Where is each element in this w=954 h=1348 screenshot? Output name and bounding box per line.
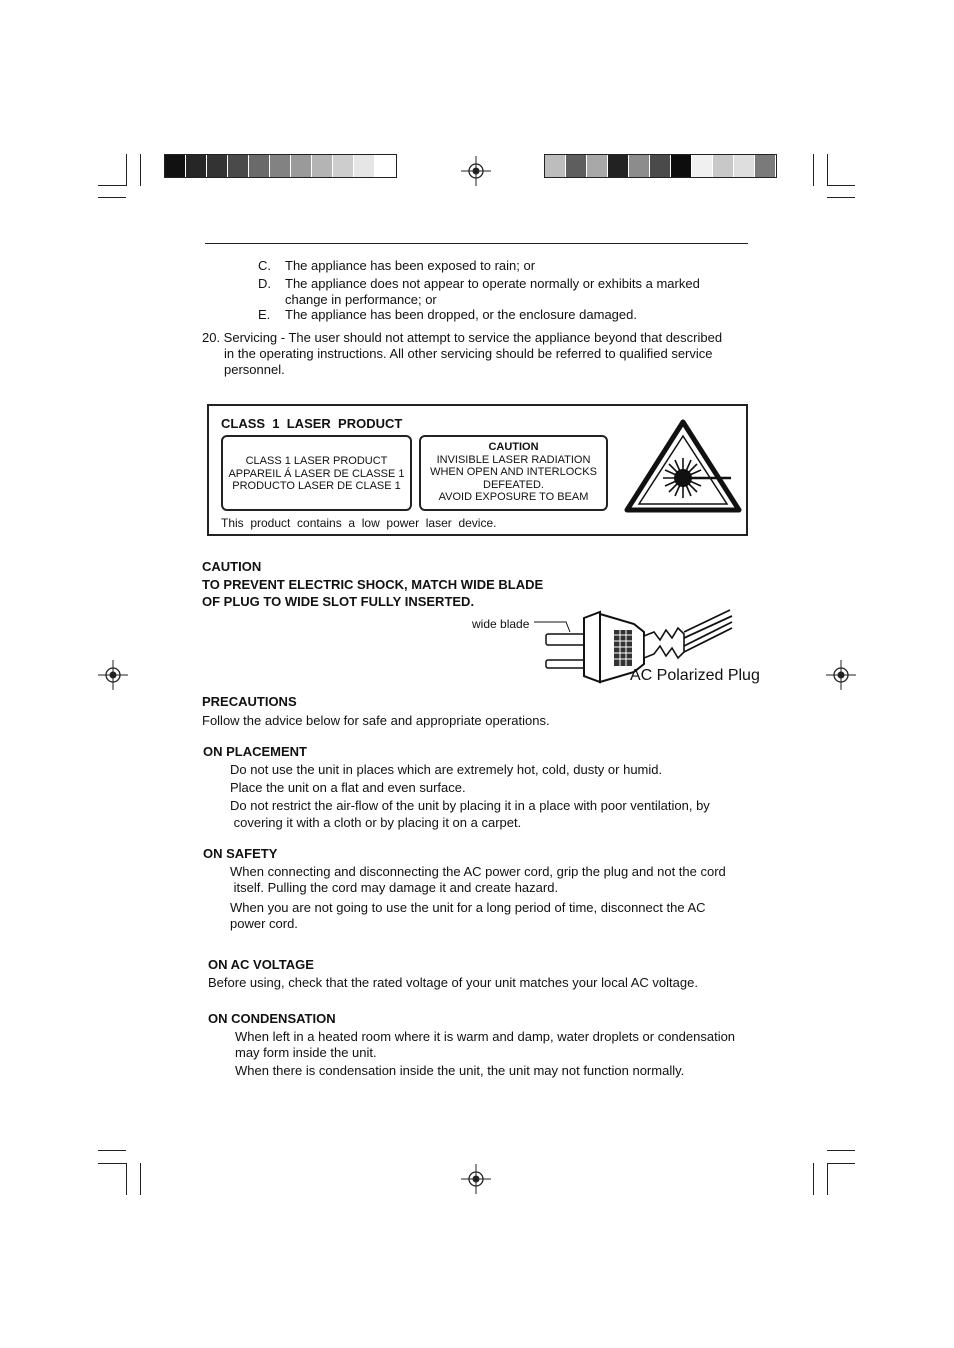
laser-warning-box	[207, 404, 748, 536]
color-swatch	[165, 155, 186, 177]
precautions-heading: PRECAUTIONS	[202, 694, 297, 709]
color-swatch	[545, 155, 566, 177]
registration-mark-icon	[461, 156, 491, 186]
invisible-radiation-label	[419, 435, 608, 511]
registration-mark-icon	[461, 1164, 491, 1194]
condensation-line: When left in a heated room where it is warm and damp, water droplets or condensation	[235, 1029, 736, 1044]
color-swatch	[713, 155, 734, 177]
voltage-line: Before using, check that the rated voltage of your unit matches your local AC voltage.	[208, 975, 698, 990]
class1-label-line: APPAREIL Á LASER DE CLASSE 1	[228, 467, 405, 480]
list-item: The appliance does not appear to operate normally or exhibits a marked	[285, 276, 700, 291]
color-bar-left	[164, 154, 397, 178]
invisible-radiation-line: AVOID EXPOSURE TO BEAM	[438, 491, 589, 503]
caution-heading: CAUTION	[202, 559, 262, 574]
color-swatch	[312, 155, 333, 177]
laser-box-title: CLASS 1 LASER PRODUCT	[221, 416, 403, 431]
list-letter: D.	[258, 276, 271, 291]
color-swatch	[186, 155, 207, 177]
plug-caption: AC Polarized Plug	[630, 667, 760, 684]
caution-line: TO PREVENT ELECTRIC SHOCK, MATCH WIDE BLADE	[202, 577, 544, 592]
placement-line: Do not restrict the air-flow of the unit by placing it in a place with poor ventilation, by	[230, 798, 710, 813]
safety-heading: ON SAFETY	[203, 846, 278, 861]
class1-label-line: CLASS 1 LASER PRODUCT	[245, 455, 388, 467]
color-swatch	[734, 155, 755, 177]
color-swatch	[755, 155, 776, 177]
invisible-radiation-line: WHEN OPEN AND INTERLOCKS	[430, 466, 597, 478]
color-swatch	[375, 155, 396, 177]
color-swatch	[207, 155, 228, 177]
servicing-line: 20. Servicing - The user should not attempt to service the appliance beyond that described	[202, 330, 723, 345]
header-rule	[205, 243, 748, 244]
placement-heading: ON PLACEMENT	[203, 744, 307, 759]
list-letter: C.	[258, 258, 271, 273]
precautions-intro: Follow the advice below for safe and appropriate operations.	[202, 713, 550, 728]
safety-line: When connecting and disconnecting the AC power cord, grip the plug and not the cord	[230, 864, 726, 879]
servicing-line: in the operating instructions. All other servicing should be referred to qualified service	[224, 346, 713, 361]
color-swatch	[566, 155, 587, 177]
color-swatch	[608, 155, 629, 177]
color-swatch	[270, 155, 291, 177]
color-swatch	[629, 155, 650, 177]
caution-line: OF PLUG TO WIDE SLOT FULLY INSERTED.	[202, 594, 475, 609]
list-item: The appliance has been exposed to rain; or	[285, 258, 536, 273]
color-swatch	[249, 155, 270, 177]
wide-blade-label: wide blade	[472, 617, 530, 631]
class1-label-line: PRODUCTO LASER DE CLASE 1	[232, 480, 401, 492]
color-swatch	[291, 155, 312, 177]
laser-box-footer: This product contains a low power laser device.	[221, 516, 497, 530]
voltage-heading: ON AC VOLTAGE	[208, 957, 314, 972]
color-swatch	[587, 155, 608, 177]
invisible-radiation-line: DEFEATED.	[483, 478, 544, 491]
placement-line: Place the unit on a flat and even surface.	[230, 780, 466, 795]
color-swatch	[650, 155, 671, 177]
list-item: The appliance has been dropped, or the enclosure damaged.	[285, 307, 637, 322]
safety-line: power cord.	[230, 916, 298, 931]
color-swatch	[671, 155, 692, 177]
class1-label	[221, 435, 412, 511]
servicing-line: personnel.	[224, 362, 285, 377]
invisible-radiation-line: INVISIBLE LASER RADIATION	[436, 453, 591, 466]
list-letter: E.	[258, 307, 271, 322]
safety-line: When you are not going to use the unit for a long period of time, disconnect the AC	[230, 900, 706, 915]
registration-mark-icon	[98, 660, 128, 690]
list-item: change in performance; or	[285, 292, 437, 307]
color-swatch	[692, 155, 713, 177]
color-swatch	[228, 155, 249, 177]
invisible-radiation-heading: CAUTION	[488, 441, 539, 453]
registration-mark-icon	[826, 660, 856, 690]
placement-line: Do not use the unit in places which are extremely hot, cold, dusty or humid.	[230, 762, 663, 777]
condensation-heading: ON CONDENSATION	[208, 1011, 336, 1026]
color-swatch	[333, 155, 354, 177]
color-swatch	[354, 155, 375, 177]
safety-line: itself. Pulling the cord may damage it and create hazard.	[230, 880, 559, 895]
laser-hazard-icon	[623, 418, 743, 514]
color-bar-right	[544, 154, 777, 178]
condensation-line: When there is condensation inside the unit, the unit may not function normally.	[235, 1063, 685, 1078]
placement-line: covering it with a cloth or by placing it on a carpet.	[230, 815, 522, 830]
condensation-line: may form inside the unit.	[235, 1045, 377, 1060]
